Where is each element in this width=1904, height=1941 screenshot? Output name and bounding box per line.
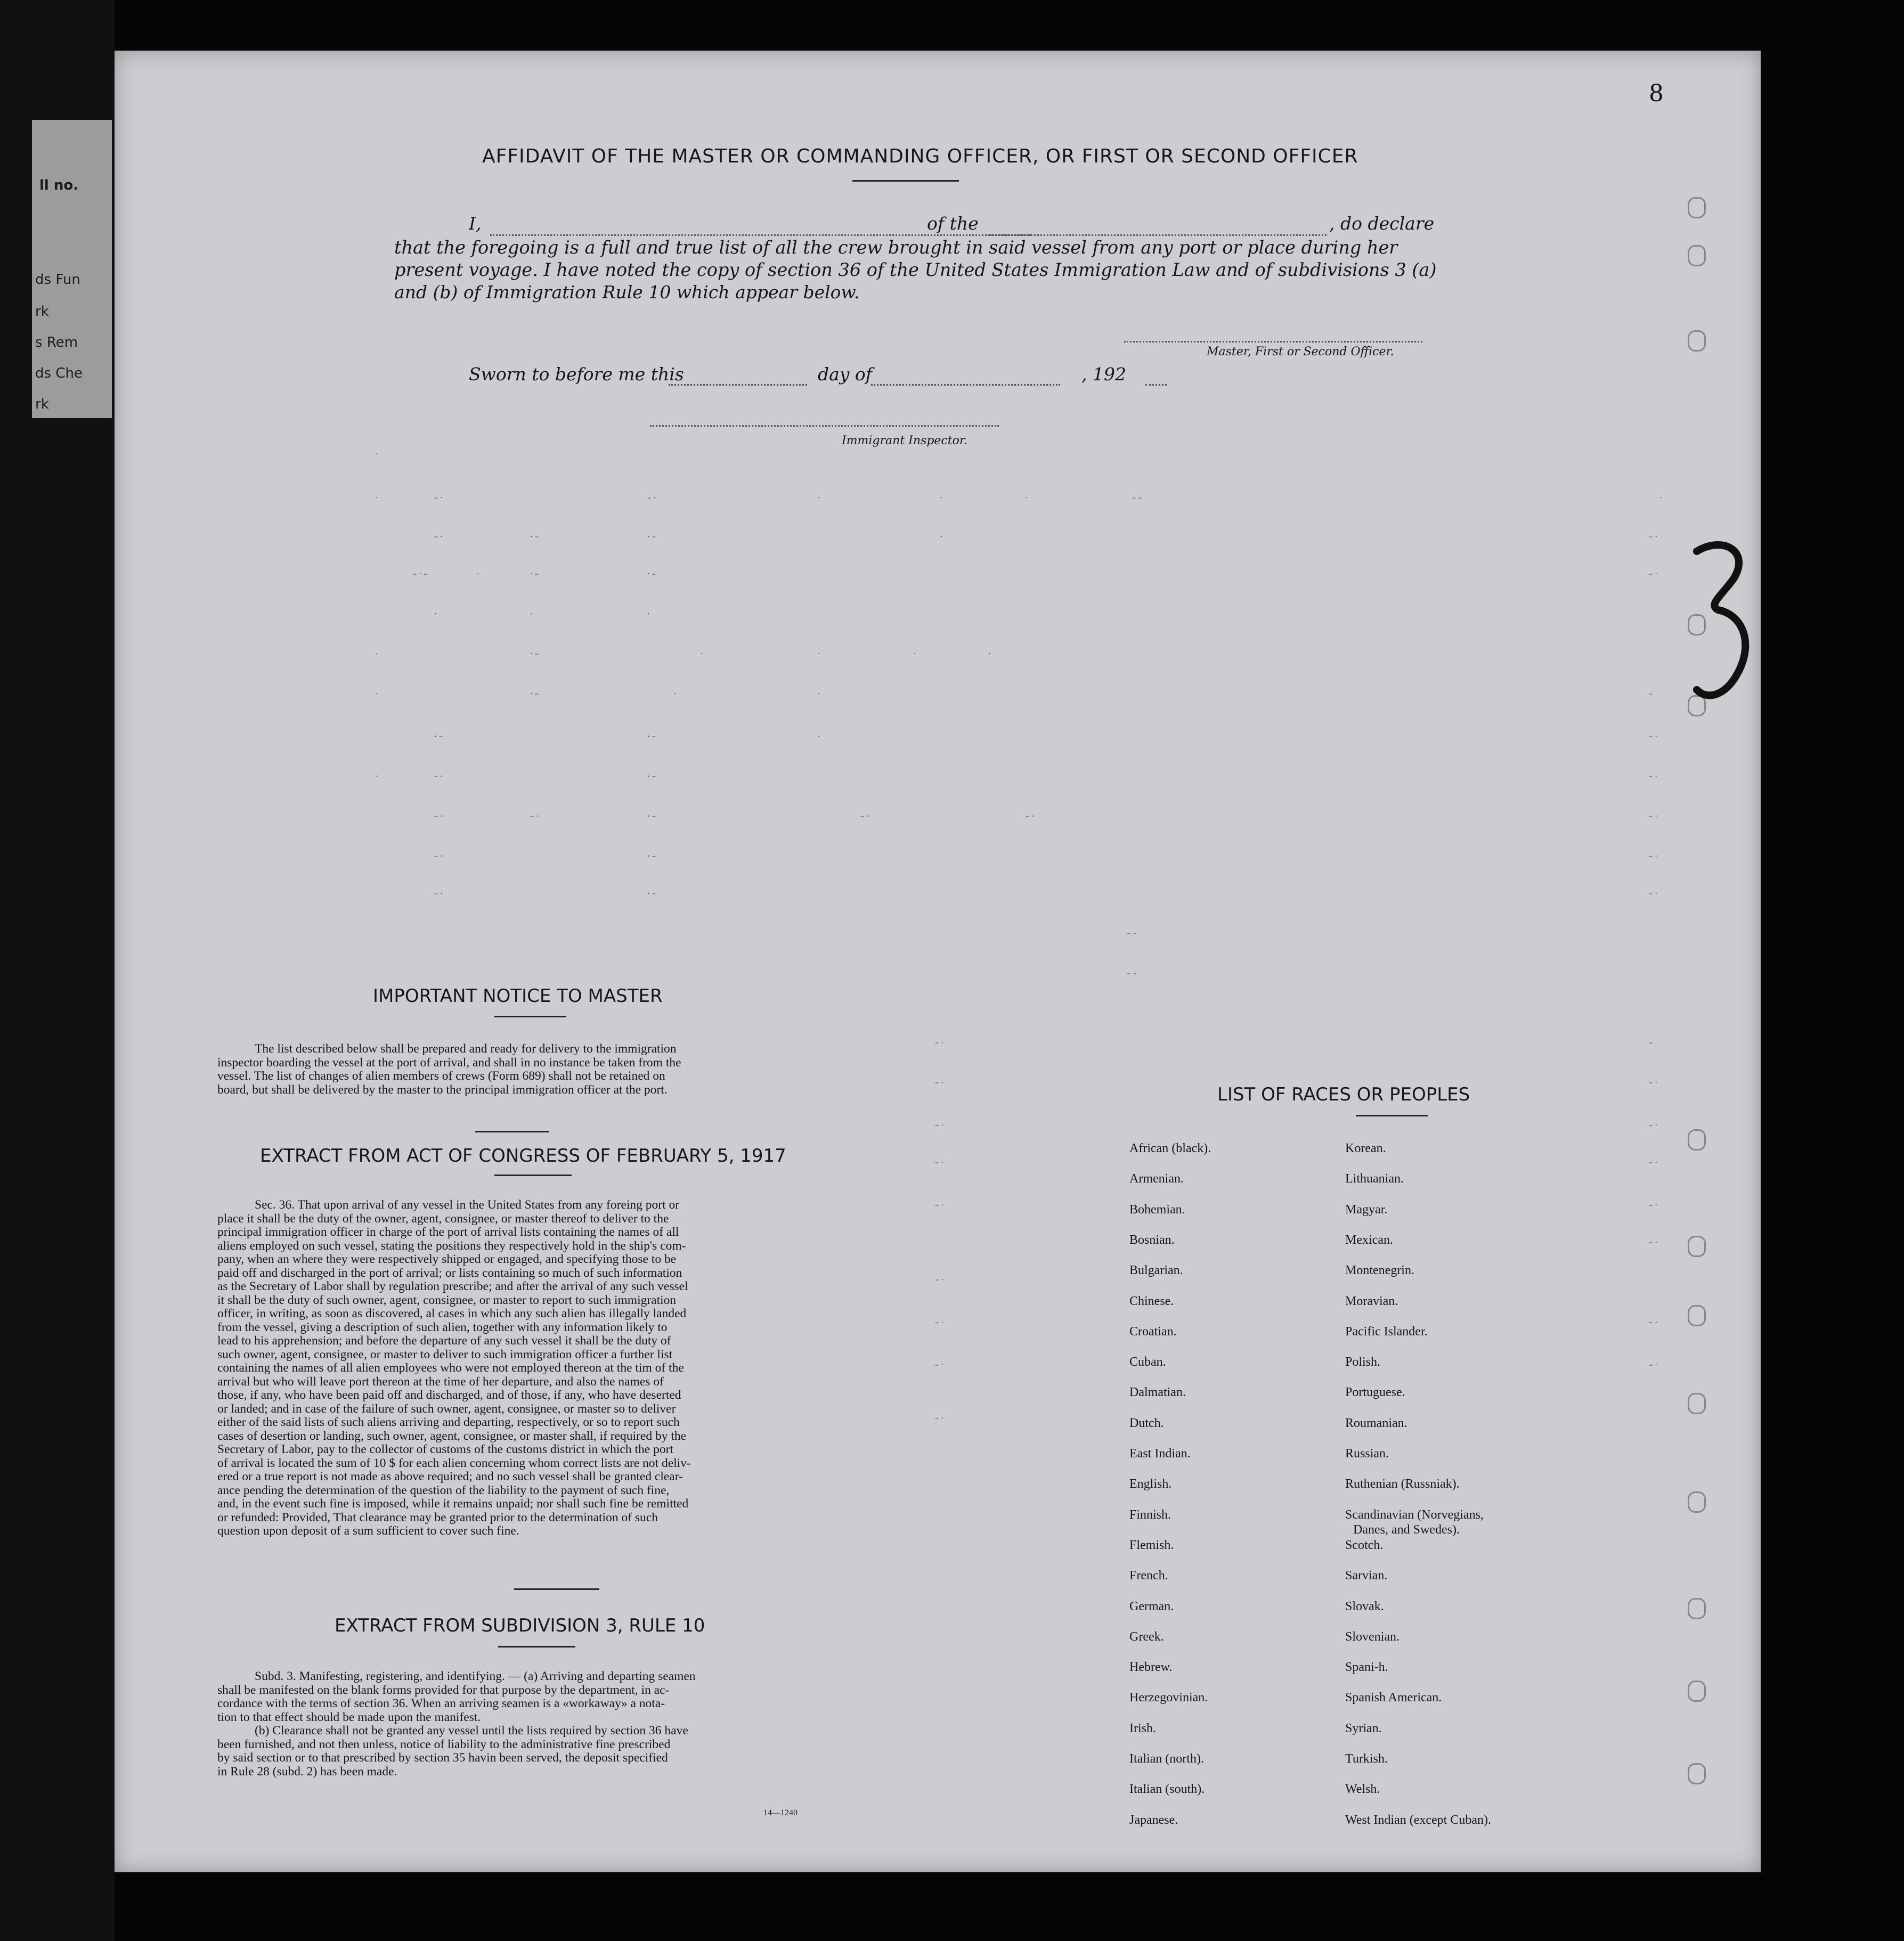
title-rule <box>852 180 959 182</box>
act-line: cases of desertion or landing, such owner, agent, consignee, or master shall, if required by the <box>217 1429 687 1443</box>
race-item: Korean. <box>1345 1141 1386 1155</box>
race-item: Danes, and Swedes). <box>1353 1522 1460 1537</box>
faint-mark: · <box>376 494 378 502</box>
race-item: Turkish. <box>1345 1752 1388 1766</box>
faint-mark: – <box>1649 1039 1653 1047</box>
faint-mark: – · <box>1649 852 1657 861</box>
faint-mark: – · <box>935 1318 943 1327</box>
faint-mark: – · <box>935 1276 943 1284</box>
faint-mark: – · <box>1649 1361 1657 1369</box>
act-line: Sec. 36. That upon arrival of any vessel in the United States from any foreing port or <box>255 1198 680 1212</box>
faint-mark: · <box>988 650 991 658</box>
faint-mark: · – <box>530 533 539 541</box>
notice-body <box>217 1042 830 1097</box>
name-fill-line <box>490 234 1031 236</box>
race-item: Irish. <box>1129 1721 1156 1735</box>
faint-mark: · <box>376 772 378 781</box>
faint-mark: · <box>1026 494 1028 502</box>
faint-mark: – · <box>935 1121 943 1130</box>
faint-mark: – · <box>1649 1238 1657 1247</box>
rule-line: shall be manifested on the blank forms provided for that purpose by the department, in ac- <box>217 1683 670 1697</box>
inspector-fill-line <box>650 425 999 427</box>
page-number: 8 <box>1649 80 1664 107</box>
faint-mark: · <box>818 494 820 502</box>
act-line: of arrival is located the sum of 10 $ for each alien concerning whom correct lists are not deliv- <box>217 1456 691 1470</box>
faint-mark: – · <box>530 812 539 821</box>
binding-hole <box>1688 1393 1706 1414</box>
act-line: as the Secretary of Labor shall by regulation prescribe; and after the arrival of any such vessel <box>217 1279 688 1293</box>
faint-mark: · <box>1659 494 1662 502</box>
faint-mark: · – <box>647 772 656 781</box>
race-item: Pacific Islander. <box>1345 1324 1428 1339</box>
sworn-day-of: day of <box>818 364 873 385</box>
faint-mark: – · <box>1649 570 1657 578</box>
notice-line: vessel. The list of changes of alien members of crews (Form 689) shall not be retained on <box>217 1069 665 1083</box>
race-item: Italian (south). <box>1129 1782 1205 1797</box>
affidavit-of-the: of the <box>927 213 979 234</box>
race-item: French. <box>1129 1569 1168 1583</box>
faint-mark: · <box>818 690 820 698</box>
race-item: Scotch. <box>1345 1538 1384 1552</box>
faint-mark: – · <box>1649 1159 1657 1167</box>
faint-mark: · <box>818 732 820 741</box>
faint-mark: · – <box>530 650 539 658</box>
race-item: Slovenian. <box>1345 1629 1399 1644</box>
binding-hole <box>1688 1491 1706 1513</box>
faint-mark: · <box>701 650 703 658</box>
act-line: lead to his apprehension; and before the departure of any such vessel it shall be the duty of <box>217 1334 671 1348</box>
act-line: it shall be the duty of such owner, agent, consignee, or master to report to such immigration <box>217 1293 677 1307</box>
race-item: Scandinavian (Norvegians, <box>1345 1507 1484 1522</box>
faint-mark: · <box>914 650 916 658</box>
sworn-year-fill-line <box>1145 384 1167 386</box>
sworn-month-fill-line <box>871 384 1060 386</box>
race-item: Bulgarian. <box>1129 1263 1183 1278</box>
faint-mark: · <box>674 690 677 698</box>
form-number: 14—1240 <box>763 1808 798 1817</box>
faint-mark: – – <box>1127 969 1137 978</box>
binding-hole <box>1688 1598 1706 1619</box>
faint-mark: · – <box>647 732 656 741</box>
act-line: place it shall be the duty of the owner, agent, consignee, or master thereof to deliver to the <box>217 1211 669 1226</box>
act-line: such owner, agent, consignee, or master to deliver to such immigration officer a further list <box>217 1347 673 1361</box>
race-item: Japanese. <box>1129 1813 1178 1827</box>
faint-mark: – · <box>1649 1079 1657 1087</box>
binding-hole <box>1688 1681 1706 1702</box>
affidavit-line: present voyage. I have noted the copy of section 36 of the United States Immigration Law and of subdivisions 3 (a) <box>394 259 1437 280</box>
faint-mark: · <box>376 450 378 459</box>
race-item: Mexican. <box>1345 1233 1393 1247</box>
faint-mark: – · – <box>413 570 428 578</box>
race-item: Herzegovinian. <box>1129 1691 1208 1705</box>
left-stub-text: ds Fun <box>35 272 80 288</box>
binding-hole <box>1688 1763 1706 1784</box>
faint-mark: – · <box>860 812 869 821</box>
faint-mark: – · <box>1649 1121 1657 1130</box>
race-item: Portuguese. <box>1345 1385 1405 1400</box>
notice-line: board, but shall be delivered by the master to the principal immigration officer at the port. <box>217 1082 668 1097</box>
faint-mark: – <box>1649 690 1653 698</box>
faint-mark: – · <box>434 772 443 781</box>
faint-mark: – · <box>935 1039 943 1047</box>
faint-mark: – · <box>935 1414 943 1423</box>
binding-hole <box>1688 1129 1706 1151</box>
race-item: Montenegrin. <box>1345 1263 1414 1278</box>
affidavit-title: AFFIDAVIT OF THE MASTER OR COMMANDING OFFICER, OR FIRST OR SECOND OFFICER <box>482 145 1358 167</box>
rule-line: by said section or to that prescribed by section 35 havin been served, the deposit specified <box>217 1751 668 1765</box>
faint-mark: – · <box>1026 812 1034 821</box>
act-line: Secretary of Labor, pay to the collector of customs of the customs district in which the port <box>217 1442 673 1456</box>
faint-mark: – – <box>1132 494 1142 502</box>
act-line: question upon deposit of a sum sufficient to cover such fine. <box>217 1524 519 1538</box>
notice-title: IMPORTANT NOTICE TO MASTER <box>373 985 663 1007</box>
faint-mark: – · <box>434 890 443 898</box>
faint-mark: – · <box>434 812 443 821</box>
rule-body <box>217 1670 830 1779</box>
race-item: Russian. <box>1345 1447 1389 1461</box>
faint-mark: · <box>376 650 378 658</box>
act-body <box>217 1198 830 1538</box>
race-item: Roumanian. <box>1345 1416 1407 1430</box>
rule-line: cordance with the terms of section 36. When an arriving seamen is a «workaway» a nota- <box>217 1697 665 1710</box>
faint-mark: – · <box>1649 812 1657 821</box>
race-item: Hebrew. <box>1129 1660 1173 1675</box>
faint-mark: · – <box>647 890 656 898</box>
handwritten-mark <box>1686 530 1761 754</box>
act-rule-top <box>475 1131 549 1132</box>
binding-hole <box>1688 1236 1706 1257</box>
faint-mark: – · <box>434 852 443 861</box>
act-line: from the vessel, giving a description of such alien, together with any information likely to <box>217 1320 668 1334</box>
rule-line: Subd. 3. Manifesting, registering, and identifying. — (a) Arriving and departing seamen <box>255 1669 696 1683</box>
inspector-label: Immigrant Inspector. <box>842 434 967 447</box>
left-stub-text: s Rem <box>35 335 78 350</box>
notice-line: inspector boarding the vessel at the port of arrival, and shall in no instance be taken from the <box>217 1055 681 1070</box>
race-item: Armenian. <box>1129 1172 1184 1186</box>
faint-mark: · – <box>647 852 656 861</box>
faint-mark: – · <box>935 1361 943 1369</box>
faint-mark: · – <box>647 533 656 541</box>
affidavit-do-declare: , do declare <box>1329 213 1435 234</box>
act-line: paid off and discharged in the port of arrival; or lists containing so much of such information <box>217 1266 682 1280</box>
race-item: West Indian (except Cuban). <box>1345 1813 1491 1827</box>
faint-mark: · <box>940 494 943 502</box>
affidavit-line: and (b) of Immigration Rule 10 which appear below. <box>394 282 860 303</box>
race-item: Ruthenian (Russniak). <box>1345 1477 1460 1491</box>
act-line: those, if any, who have been paid off and discharged, and of those, if any, who have deserted <box>217 1388 681 1402</box>
race-item: Croatian. <box>1129 1324 1177 1339</box>
race-item: Syrian. <box>1345 1721 1382 1735</box>
faint-mark: · <box>530 610 533 618</box>
faint-mark: – · <box>935 1079 943 1087</box>
act-line: arrival but who will leave port thereon at the time of her departure, and also the names of <box>217 1374 664 1389</box>
act-line: pany, when an where they were respectively shipped or engaged, and specifying those to be <box>217 1252 677 1266</box>
race-item: Spanish American. <box>1345 1691 1442 1705</box>
act-line: either of the said lists of such aliens arriving and departing, respectively, or so to report such <box>217 1415 680 1429</box>
faint-mark: – · <box>1649 1318 1657 1327</box>
race-item: African (black). <box>1129 1141 1211 1155</box>
act-line: aliens employed on such vessel, stating the positions they respectively hold in the ship's com- <box>217 1238 686 1253</box>
rule-line: in Rule 28 (subd. 2) has been made. <box>217 1764 397 1779</box>
race-item: Greek. <box>1129 1629 1164 1644</box>
faint-mark: – · <box>434 494 443 502</box>
race-item: Finnish. <box>1129 1507 1171 1522</box>
act-title: EXTRACT FROM ACT OF CONGRESS OF FEBRUARY 5, 1917 <box>260 1145 786 1167</box>
faint-mark: · <box>434 610 437 618</box>
races-rule <box>1356 1115 1428 1116</box>
race-item: Cuban. <box>1129 1355 1166 1369</box>
race-item: Welsh. <box>1345 1782 1380 1797</box>
faint-mark: – · <box>935 1159 943 1167</box>
faint-mark: – · <box>935 1201 943 1210</box>
act-line: or refunded: Provided, That clearance may be granted prior to the determination of such <box>217 1510 658 1524</box>
race-item: Italian (north). <box>1129 1752 1204 1766</box>
faint-mark: – – <box>1127 929 1137 938</box>
act-line: officer, in writing, as soon as discovered, al cases in which any such alien has illegally landed <box>217 1307 687 1320</box>
race-item: Dutch. <box>1129 1416 1164 1430</box>
act-line: ance pending the determination of the question of the liability to the payment of such fine, <box>217 1483 670 1497</box>
faint-mark: – · <box>647 494 656 502</box>
binding-hole <box>1688 197 1706 218</box>
binding-hole <box>1688 1305 1706 1326</box>
sworn-year: , 192 <box>1081 364 1126 385</box>
act-line: and, in the event such fine is imposed, while it remains unpaid; nor shall such fine be remitted <box>217 1497 689 1511</box>
faint-mark: · – <box>434 732 443 741</box>
race-item: Spani-h. <box>1345 1660 1388 1675</box>
rule-rule-bottom <box>498 1646 575 1648</box>
act-line: containing the names of all alien employees who were not employed thereon at the tim of the <box>217 1361 684 1375</box>
race-item: Lithuanian. <box>1345 1172 1404 1186</box>
faint-mark: · <box>477 570 479 578</box>
vessel-fill-line <box>986 234 1327 236</box>
left-stub-text: rk <box>35 396 49 412</box>
race-item: Flemish. <box>1129 1538 1174 1552</box>
faint-mark: · <box>647 610 650 618</box>
race-item: Moravian. <box>1345 1294 1398 1308</box>
sworn-text: Sworn to before me this <box>469 364 684 385</box>
faint-mark: · <box>940 533 943 541</box>
race-item: Magyar. <box>1345 1202 1388 1217</box>
race-item: English. <box>1129 1477 1172 1491</box>
rule-line: tion to that effect should be made upon the manifest. <box>217 1710 481 1724</box>
rule-rule-top <box>514 1588 599 1590</box>
rule-line: (b) Clearance shall not be granted any vessel until the lists required by section 36 have <box>255 1724 688 1738</box>
form-page <box>115 51 1761 1872</box>
left-stub-text: ds Che <box>35 365 83 381</box>
signature-label: Master, First or Second Officer. <box>1207 345 1394 358</box>
race-item: Dalmatian. <box>1129 1385 1186 1400</box>
faint-mark: · – <box>530 570 539 578</box>
left-stub-text: ll no. <box>39 177 79 193</box>
rule-line: been furnished, and not then unless, notice of liability to the administrative fine prescribed <box>217 1737 671 1751</box>
race-item: Chinese. <box>1129 1294 1174 1308</box>
race-item: Slovak. <box>1345 1599 1384 1613</box>
race-item: Sarvian. <box>1345 1569 1388 1583</box>
signature-fill-line <box>1124 341 1422 342</box>
sworn-day-fill-line <box>669 384 807 386</box>
faint-mark: – · <box>1649 1201 1657 1210</box>
faint-mark: · – <box>647 570 656 578</box>
races-title: LIST OF RACES OR PEOPLES <box>1217 1084 1470 1105</box>
faint-mark: – · <box>434 533 443 541</box>
affidavit-i: I, <box>469 213 482 234</box>
faint-mark: – · <box>1649 533 1657 541</box>
affidavit-line: that the foregoing is a full and true list of all the crew brought in said vessel from any port or place during her <box>394 237 1398 258</box>
faint-mark: · – <box>530 690 539 698</box>
faint-mark: – · <box>1649 732 1657 741</box>
notice-rule <box>494 1016 566 1017</box>
race-item: East Indian. <box>1129 1447 1191 1461</box>
faint-mark: – · <box>1649 772 1657 781</box>
act-line: ered or a true report is not made as above required; and no such vessel shall be granted clear- <box>217 1470 683 1483</box>
act-rule-bottom <box>494 1175 572 1176</box>
left-stub-text: rk <box>35 304 49 320</box>
act-line: principal immigration officer in charge of the port of arrival lists containing the names of all <box>217 1225 679 1239</box>
rule-title: EXTRACT FROM SUBDIVISION 3, RULE 10 <box>335 1615 705 1636</box>
faint-mark: – · <box>1649 890 1657 898</box>
race-item: German. <box>1129 1599 1174 1613</box>
binding-hole <box>1688 330 1706 352</box>
notice-line: The list described below shall be prepared and ready for delivery to the immigration <box>255 1042 677 1056</box>
faint-mark: · <box>818 650 820 658</box>
race-item: Bohemian. <box>1129 1202 1185 1217</box>
act-line: or landed; and in case of the failure of such owner, agent, consignee, or master so to deliver <box>217 1401 676 1416</box>
binding-hole <box>1688 245 1706 266</box>
faint-mark: · – <box>647 812 656 821</box>
faint-mark: · <box>376 690 378 698</box>
race-item: Polish. <box>1345 1355 1381 1369</box>
race-item: Bosnian. <box>1129 1233 1175 1247</box>
